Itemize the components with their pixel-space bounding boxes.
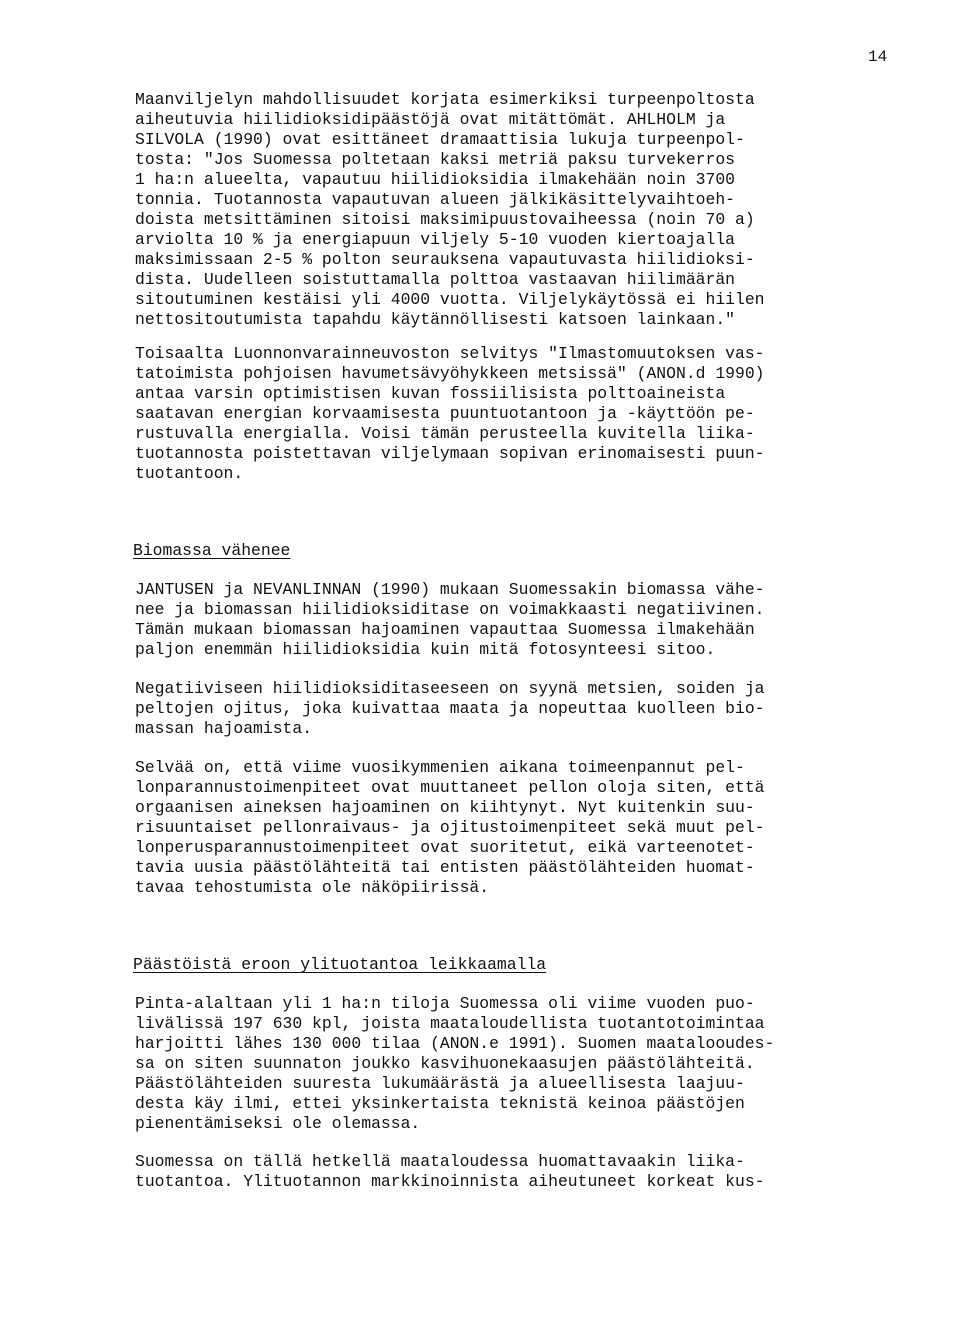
text-line: tuotantoon. xyxy=(135,464,244,483)
text-line: peltojen ojitus, joka kuivattaa maata ja nopeuttaa kuolleen bio- xyxy=(135,699,765,718)
text-line: doista metsittäminen sitoisi maksimipuustovaiheessa (noin 70 a) xyxy=(135,210,755,229)
text-line: aiheutuvia hiilidioksidipäästöjä ovat mitättömät. AHLHOLM ja xyxy=(135,110,726,129)
text-line: tavia uusia päästölähteitä tai entisten päästölähteiden huomat- xyxy=(135,858,755,877)
text-line: orgaanisen aineksen hajoaminen on kiihtynyt. Nyt kuitenkin suu- xyxy=(135,798,755,817)
text-line: paljon enemmän hiilidioksidia kuin mitä fotosynteesi sitoo. xyxy=(135,640,716,659)
text-line: tavaa tehostumista ole näköpiirissä. xyxy=(135,878,490,897)
text-line: pienentämiseksi ole olemassa. xyxy=(135,1114,421,1133)
text-line: tuotantoa. Ylituotannon markkinoinnista aiheutuneet korkeat kus- xyxy=(135,1172,765,1191)
section-heading-biomassa: Biomassa vähenee xyxy=(133,541,291,560)
section-heading-paastoista: Päästöistä eroon ylituotantoa leikkaamalla xyxy=(133,955,547,974)
text-line: arviolta 10 % ja energiapuun viljely 5-10 vuoden kiertoajalla xyxy=(135,230,735,249)
text-line: maksimissaan 2-5 % polton seurauksena vapautuvasta hiilidioksi- xyxy=(135,250,755,269)
text-line: lonparannustoimenpiteet ovat muuttaneet pellon oloja siten, että xyxy=(135,778,765,797)
text-line: Päästölähteiden suuresta lukumäärästä ja alueellisesta laajuu- xyxy=(135,1074,745,1093)
text-line: SILVOLA (1990) ovat esittäneet dramaattisia lukuja turpeenpol- xyxy=(135,130,745,149)
text-line: risuuntaiset pellonraivaus- ja ojitustoimenpiteet sekä muut pel- xyxy=(135,818,765,837)
text-line: nettositoutumista tapahdu käytännöllisesti katsoen lainkaan." xyxy=(135,310,735,329)
text-line: Maanviljelyn mahdollisuudet korjata esimerkiksi turpeenpoltosta xyxy=(135,90,755,109)
text-line: sa on siten suunnaton joukko kasvihuonekaasujen päästölähteitä. xyxy=(135,1054,755,1073)
text-line: 1 ha:n alueelta, vapautuu hiilidioksidia ilmakehään noin 3700 xyxy=(135,170,735,189)
text-line: Negatiiviseen hiilidioksiditaseeseen on syynä metsien, soiden ja xyxy=(135,679,765,698)
text-line: Toisaalta Luonnonvarainneuvoston selvitys "Ilmastomuutoksen vas- xyxy=(135,344,765,363)
text-line: Tämän mukaan biomassan hajoaminen vapauttaa Suomessa ilmakehään xyxy=(135,620,755,639)
text-line: nee ja biomassan hiilidioksiditase on voimakkaasti negatiivinen. xyxy=(135,600,765,619)
text-line: Selvää on, että viime vuosikymmenien aikana toimeenpannut pel- xyxy=(135,758,745,777)
text-line: Suomessa on tällä hetkellä maataloudessa huomattavaakin liika- xyxy=(135,1152,745,1171)
text-line: harjoitti lähes 130 000 tilaa (ANON.e 1991). Suomen maatalooudes- xyxy=(135,1034,775,1053)
text-line: tuotannosta poistettavan viljelymaan sopivan erinomaisesti puun- xyxy=(135,444,765,463)
text-line: Pinta-alaltaan yli 1 ha:n tiloja Suomessa oli viime vuoden puo- xyxy=(135,994,755,1013)
text-line: antaa varsin optimistisen kuvan fossiilisista polttoaineista xyxy=(135,384,726,403)
text-line: sitoutuminen kestäisi yli 4000 vuotta. Viljelykäytössä ei hiilen xyxy=(135,290,765,309)
text-line: JANTUSEN ja NEVANLINNAN (1990) mukaan Suomessakin biomassa vähe- xyxy=(135,580,765,599)
text-line: desta käy ilmi, ettei yksinkertaista teknistä keinoa päästöjen xyxy=(135,1094,745,1113)
page-number: 14 xyxy=(868,48,888,66)
text-line: tosta: "Jos Suomessa poltetaan kaksi metriä paksu turvekerros xyxy=(135,150,735,169)
text-line: rustuvalla energialla. Voisi tämän perusteella kuvitella liika- xyxy=(135,424,755,443)
text-line: lonperusparannustoimenpiteet ovat suoritetut, eikä varteenotet- xyxy=(135,838,755,857)
text-line: tonnia. Tuotannosta vapautuvan alueen jälkikäsittelyvaihtoeh- xyxy=(135,190,735,209)
text-line: massan hajoamista. xyxy=(135,719,313,738)
text-line: saatavan energian korvaamisesta puuntuotantoon ja -käyttöön pe- xyxy=(135,404,755,423)
text-line: livälissä 197 630 kpl, joista maataloudellista tuotantotoimintaa xyxy=(135,1014,765,1033)
text-line: tatoimista pohjoisen havumetsävyöhykkeen metsissä" (ANON.d 1990) xyxy=(135,364,765,383)
text-line: dista. Uudelleen soistuttamalla polttoa vastaavan hiilimäärän xyxy=(135,270,735,289)
